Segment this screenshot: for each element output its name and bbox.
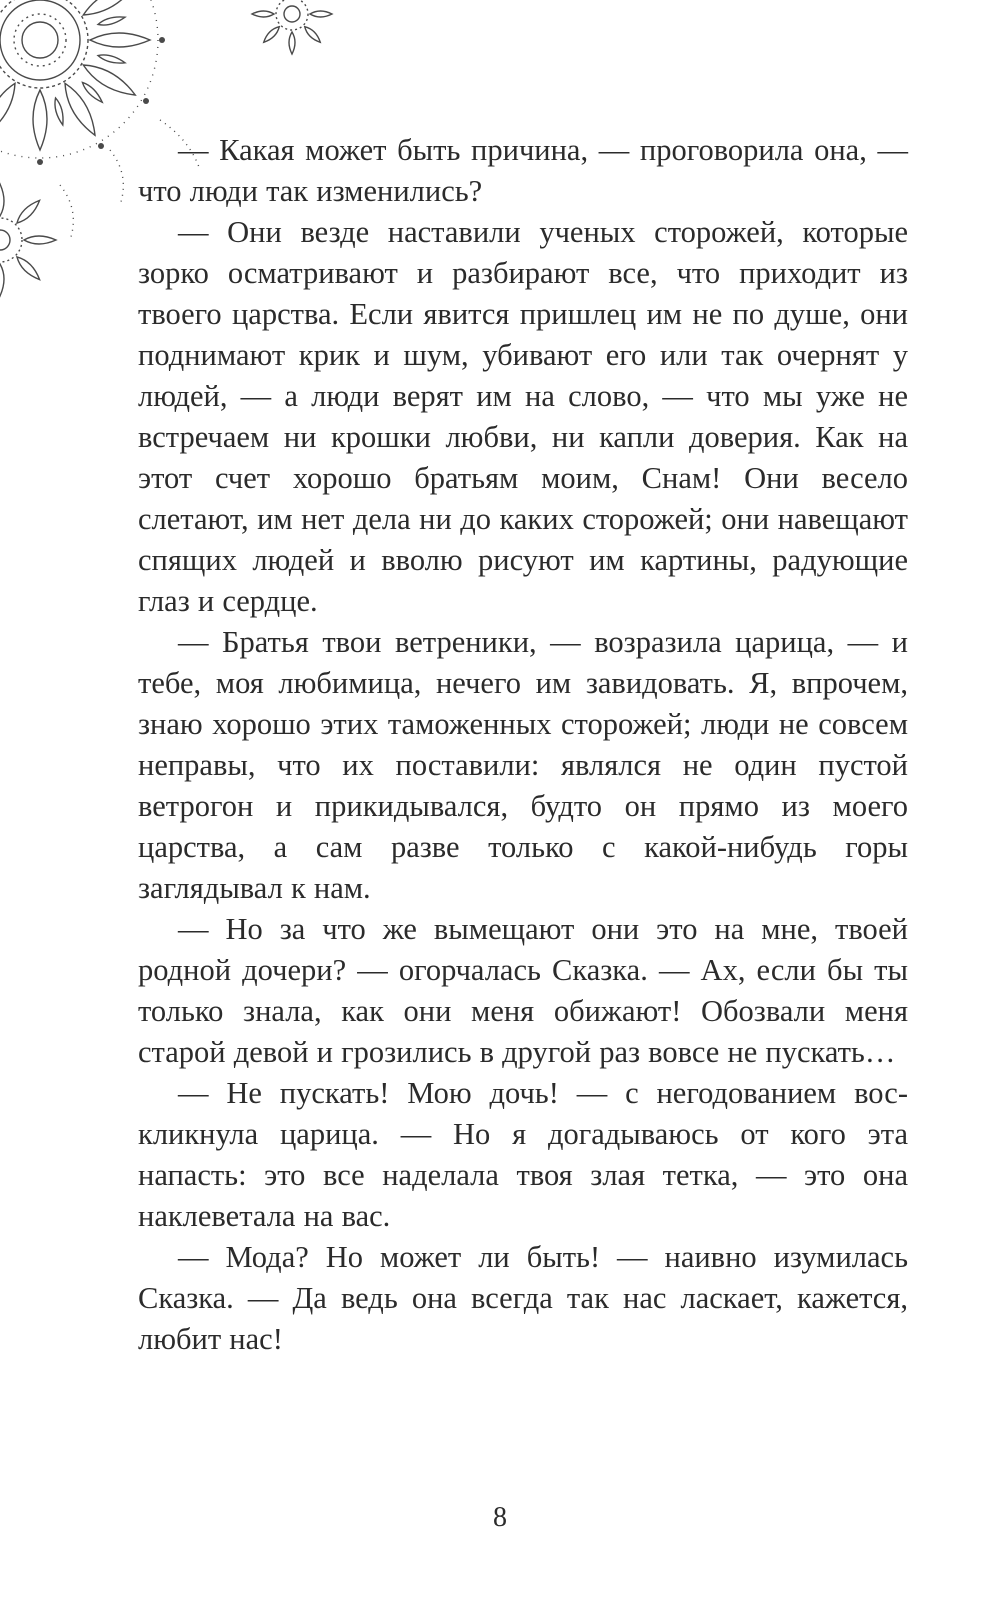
paragraph: — Братья твои ветреники, — возразила царица, — и тебе, моя любимица, нечего им завидовать. Я, впрочем, знаю хорошо этих таможенных сторожей; люди не совсем неправы, что их поставили: являлся не один пустой ветрогон и прикидывался, будто он прямо из моего царства, а сам разве только с какой-нибудь горы заглядывал к нам. [138,625,908,905]
paragraph: — Не пускать! Мою дочь! — с негодованием воскликнула царица. — Но я догадываюсь от кого эта напасть: это все наделала твоя злая тетка, — это она наклеветала на вас. [138,1076,908,1233]
book-text [138,130,908,1360]
page-number: 8 [493,1502,507,1533]
paragraph: — Они везде наставили ученых сторожей, которые зорко осматривают и разбирают все, что приходит из твоего царства. Если явится пришлец им не по душе, они поднимают крик и шум, убивают его или так очернят у людей, — а люди верят им на слово, — что мы уже не встречаем ни крошки любви, ни капли доверия. Как на этот счет хорошо братьям моим, Снам! Они весело слетают, им нет дела ни до каких сторожей; они навещают спящих людей и вволю рисуют им картины, радующие глаз и сердце. [138,215,908,618]
paragraph: — Какая может быть причина, — проговорила она, — что люди так изменились? [138,133,908,208]
paragraph: — Но за что же вымещают они это на мне, твоей родной дочери? — огорчалась Сказка. — Ах, если бы ты только знала, как они меня обижают! Обозвали меня старой девой и грозились в другой раз вовсе не пускать… [138,912,908,1069]
paragraph: — Мода? Но может ли быть! — наивно изумилась Сказка. — Да ведь она всегда так нас ласкает, кажется, любит нас! [138,1240,908,1356]
